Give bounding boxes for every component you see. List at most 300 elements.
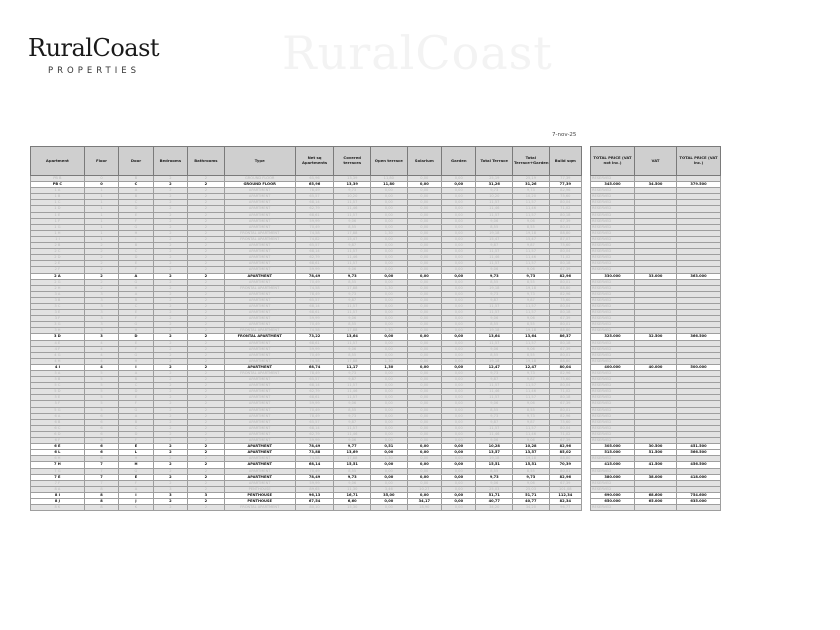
price-cell: 451.500 bbox=[677, 444, 721, 450]
table-cell: 0,00 bbox=[442, 188, 476, 194]
table-cell: 2 bbox=[188, 371, 225, 377]
price-row bbox=[591, 505, 721, 511]
table-cell: 5 bbox=[84, 383, 118, 389]
table-cell: APARTMENT bbox=[224, 407, 295, 413]
price-row bbox=[591, 273, 721, 279]
table-cell: 11,57 bbox=[334, 303, 371, 309]
table-cell: 1 B bbox=[31, 194, 85, 200]
table-cell: 0,00 bbox=[442, 377, 476, 383]
table-cell: 11,57 bbox=[476, 303, 513, 309]
table-cell: 11,57 bbox=[334, 425, 371, 431]
table-cell: 7 bbox=[84, 480, 118, 486]
reserved-status: RESERVED bbox=[591, 340, 635, 346]
table-cell: 2 bbox=[153, 474, 187, 480]
table-cell: 8,55 bbox=[476, 224, 513, 230]
table-cell: D bbox=[119, 431, 153, 437]
table-cell: 9,73 bbox=[476, 371, 513, 377]
table-cell: 2 bbox=[188, 456, 225, 462]
table-cell: 8 A bbox=[31, 486, 85, 492]
price-cell: 330.000 bbox=[591, 273, 635, 279]
table-cell: 11,57 bbox=[513, 310, 550, 316]
table-cell: APARTMENT bbox=[224, 431, 295, 437]
table-cell: 2 bbox=[153, 444, 187, 450]
table-cell: 13,64 bbox=[476, 334, 513, 340]
table-cell: 2 bbox=[188, 273, 225, 279]
price-row bbox=[591, 364, 721, 370]
column-header: Solarium bbox=[407, 147, 441, 176]
table-cell: 0,00 bbox=[371, 243, 408, 249]
table-cell: 8,55 bbox=[334, 352, 371, 358]
table-cell: B bbox=[119, 297, 153, 303]
column-header: Garden bbox=[442, 147, 476, 176]
table-cell: 2 E bbox=[31, 261, 85, 267]
table-cell: 2 bbox=[153, 322, 187, 328]
table-cell: 80,04 bbox=[549, 200, 581, 206]
table-cell: 40,77 bbox=[513, 498, 550, 504]
table-cell: 2 bbox=[153, 377, 187, 383]
table-cell: 80,18 bbox=[549, 212, 581, 218]
table-cell: 16,71 bbox=[334, 492, 371, 498]
table-cell: 78,49 bbox=[295, 444, 334, 450]
price-row bbox=[591, 182, 721, 188]
table-cell: H bbox=[119, 328, 153, 334]
table-cell: 0,00 bbox=[442, 182, 476, 188]
table-cell: APARTMENT bbox=[224, 352, 295, 358]
price-cell: 30.500 bbox=[635, 444, 677, 450]
table-cell: APARTMENT bbox=[224, 303, 295, 309]
table-cell: 0,00 bbox=[407, 194, 441, 200]
reserved-status: RESERVED bbox=[591, 267, 635, 273]
table-cell: 67,39 bbox=[549, 267, 581, 273]
column-header: Bedrooms bbox=[153, 147, 187, 176]
reserved-status: RESERVED bbox=[591, 218, 635, 224]
table-cell: 59,99 bbox=[295, 218, 334, 224]
table-cell: 0,00 bbox=[407, 492, 441, 498]
table-cell: 10,27 bbox=[407, 486, 441, 492]
table-cell: 0,00 bbox=[442, 401, 476, 407]
table-cell: 75,60 bbox=[549, 419, 581, 425]
table-cell: 0,00 bbox=[371, 200, 408, 206]
table-cell: 11,57 bbox=[513, 249, 550, 255]
price-cell: 635.000 bbox=[677, 498, 721, 504]
table-cell: 2 bbox=[84, 285, 118, 291]
table-cell: 68,14 bbox=[295, 462, 334, 468]
price-header-row bbox=[591, 147, 721, 176]
table-cell: 11,57 bbox=[476, 212, 513, 218]
table-cell: 2 bbox=[84, 267, 118, 273]
brand-name: RuralCoast bbox=[28, 34, 160, 62]
price-column-header: VAT bbox=[635, 147, 677, 176]
table-cell: 7 F bbox=[31, 480, 85, 486]
table-cell: 0,00 bbox=[442, 438, 476, 444]
table-cell: 2 C bbox=[31, 249, 85, 255]
reserved-status: RESERVED bbox=[591, 413, 635, 419]
reserved-status: RESERVED bbox=[591, 279, 635, 285]
table-cell: 0,00 bbox=[371, 462, 408, 468]
table-cell: 8 bbox=[84, 492, 118, 498]
reserved-status: RESERVED bbox=[591, 456, 635, 462]
table-cell: 1 D bbox=[31, 206, 85, 212]
table-cell: 2 bbox=[188, 218, 225, 224]
table-cell: 67,39 bbox=[549, 316, 581, 322]
table-cell: 2 H bbox=[31, 285, 85, 291]
table-cell: 2 A bbox=[31, 273, 85, 279]
table-cell: 0,00 bbox=[371, 395, 408, 401]
table-header-row bbox=[31, 147, 582, 176]
table-cell: 2 bbox=[153, 401, 187, 407]
table-cell: F bbox=[119, 480, 153, 486]
table-cell: 0,00 bbox=[371, 273, 408, 279]
price-cell: 325.000 bbox=[591, 334, 635, 340]
table-cell: 1 I bbox=[31, 236, 85, 242]
table-cell: 2 bbox=[153, 273, 187, 279]
table-cell: 0,00 bbox=[371, 468, 408, 474]
table-cell: 6 C bbox=[31, 425, 85, 431]
table-cell: 9,87 bbox=[513, 419, 550, 425]
table-cell: FRONTAL APARTMENT bbox=[224, 505, 295, 511]
table-cell: 96,13 bbox=[295, 492, 334, 498]
table-cell: 6 bbox=[84, 413, 118, 419]
table-cell: 2 bbox=[153, 456, 187, 462]
table-cell: 2 bbox=[153, 438, 187, 444]
table-cell: 8,55 bbox=[476, 322, 513, 328]
table-cell: 8,55 bbox=[334, 224, 371, 230]
column-header: Apartment bbox=[31, 147, 85, 176]
price-cell: 379.500 bbox=[677, 182, 721, 188]
table-cell: 2 bbox=[188, 340, 225, 346]
table-cell: 0,00 bbox=[407, 243, 441, 249]
table-cell: 11,57 bbox=[513, 200, 550, 206]
table-cell: 1 bbox=[84, 200, 118, 206]
table-cell: 65,57 bbox=[295, 194, 334, 200]
table-cell: 11,46 bbox=[476, 431, 513, 437]
table-cell: 59,99 bbox=[295, 401, 334, 407]
table-cell: 2 bbox=[153, 236, 187, 242]
table-cell: 4 bbox=[84, 358, 118, 364]
table-cell: 68,61 bbox=[295, 310, 334, 316]
table-cell: 6 bbox=[84, 456, 118, 462]
table-cell: A bbox=[119, 371, 153, 377]
table-cell: 0,00 bbox=[407, 450, 441, 456]
price-cell: 754.600 bbox=[677, 492, 721, 498]
table-cell: 2 bbox=[153, 291, 187, 297]
table-cell: L bbox=[119, 450, 153, 456]
table-cell: 2 bbox=[188, 310, 225, 316]
table-cell: 3 bbox=[84, 297, 118, 303]
table-cell: 10,20 bbox=[476, 194, 513, 200]
table-cell: 9,87 bbox=[334, 243, 371, 249]
table-cell: 2 bbox=[188, 206, 225, 212]
table-cell: 0,00 bbox=[407, 352, 441, 358]
table-cell: 82,96 bbox=[549, 291, 581, 297]
table-cell: 0,00 bbox=[407, 303, 441, 309]
brand-tagline: PROPERTIES bbox=[48, 66, 140, 76]
table-cell: C bbox=[119, 200, 153, 206]
table-cell: 0,00 bbox=[407, 364, 441, 370]
table-cell: 0 bbox=[84, 182, 118, 188]
table-cell: 8,55 bbox=[513, 279, 550, 285]
price-row bbox=[591, 450, 721, 456]
table-cell: 9,73 bbox=[334, 474, 371, 480]
table-cell: 0,00 bbox=[371, 407, 408, 413]
table-cell: 4 bbox=[84, 352, 118, 358]
table-cell: 0,00 bbox=[371, 224, 408, 230]
column-header: Open terrace bbox=[371, 147, 408, 176]
table-cell: 9,06 bbox=[513, 316, 550, 322]
table-cell: 9,87 bbox=[476, 419, 513, 425]
table-cell: APARTMENT bbox=[224, 212, 295, 218]
reserved-status: RESERVED bbox=[591, 200, 635, 206]
table-cell: APARTMENT bbox=[224, 419, 295, 425]
price-cell: 500.000 bbox=[677, 364, 721, 370]
table-cell: 0,00 bbox=[371, 377, 408, 383]
table-cell: GROUND FLOOR bbox=[224, 176, 295, 182]
table-cell: 0,00 bbox=[371, 371, 408, 377]
table-cell: 6 bbox=[84, 419, 118, 425]
reserved-status: RESERVED bbox=[591, 176, 635, 182]
table-cell: 11,46 bbox=[513, 255, 550, 261]
table-cell: 6 B bbox=[31, 419, 85, 425]
column-header: Build sqm bbox=[549, 147, 581, 176]
table-cell: 0,00 bbox=[407, 261, 441, 267]
table-cell: 2 bbox=[188, 358, 225, 364]
table-cell: 0,00 bbox=[371, 255, 408, 261]
table-cell: 2 bbox=[188, 474, 225, 480]
table-cell: 2 bbox=[84, 249, 118, 255]
table-cell: 2 bbox=[153, 383, 187, 389]
table-cell: 75,60 bbox=[549, 243, 581, 249]
table-cell: 9,06 bbox=[513, 480, 550, 486]
table-cell: 2 bbox=[188, 431, 225, 437]
table-cell: 75,60 bbox=[549, 194, 581, 200]
table-cell: 2 bbox=[188, 407, 225, 413]
table-cell: 78,49 bbox=[295, 188, 334, 194]
reserved-status: RESERVED bbox=[591, 255, 635, 261]
table-cell: 3 bbox=[84, 291, 118, 297]
table-cell: 9,73 bbox=[334, 291, 371, 297]
table-cell: 8,55 bbox=[513, 352, 550, 358]
table-cell: 2 bbox=[188, 255, 225, 261]
table-cell: 65,57 bbox=[295, 377, 334, 383]
table-cell: 0,00 bbox=[371, 431, 408, 437]
table-cell: 2 bbox=[188, 498, 225, 504]
table-cell: 11,46 bbox=[334, 255, 371, 261]
table-cell: 11,57 bbox=[476, 310, 513, 316]
table-cell: 15,30 bbox=[334, 505, 371, 511]
price-row bbox=[591, 462, 721, 468]
table-cell: 2 bbox=[188, 267, 225, 273]
table-cell: 8 K bbox=[31, 505, 85, 511]
table-cell: 88,80 bbox=[549, 456, 581, 462]
table-cell: 74,58 bbox=[295, 358, 334, 364]
table-cell: APARTMENT bbox=[224, 413, 295, 419]
table-cell: APARTMENT bbox=[224, 468, 295, 474]
table-cell: A bbox=[119, 486, 153, 492]
table-cell: 2 bbox=[188, 468, 225, 474]
table-cell: 0,00 bbox=[407, 346, 441, 352]
table-cell: 5 A bbox=[31, 371, 85, 377]
reserved-status: RESERVED bbox=[591, 377, 635, 383]
table-cell: 74,58 bbox=[295, 328, 334, 334]
table-cell: 1 bbox=[84, 206, 118, 212]
table-cell: 2 bbox=[84, 243, 118, 249]
reserved-status: RESERVED bbox=[591, 425, 635, 431]
table-cell: 11,80 bbox=[371, 182, 408, 188]
table-cell: 2 bbox=[188, 316, 225, 322]
table-cell: 2 bbox=[188, 236, 225, 242]
table-cell: 2 G bbox=[31, 279, 85, 285]
table-cell: 0,00 bbox=[442, 310, 476, 316]
table-cell: E bbox=[119, 474, 153, 480]
reserved-status: RESERVED bbox=[591, 297, 635, 303]
table-cell: 31,26 bbox=[513, 182, 550, 188]
table-cell: 8,55 bbox=[476, 352, 513, 358]
table-cell: 2 bbox=[153, 255, 187, 261]
table-cell: 0,00 bbox=[407, 182, 441, 188]
table-cell: APARTMENT bbox=[224, 194, 295, 200]
table-cell: 9,73 bbox=[476, 413, 513, 419]
table-cell: 9,73 bbox=[513, 273, 550, 279]
reserved-status: RESERVED bbox=[591, 310, 635, 316]
table-cell: 3 G bbox=[31, 322, 85, 328]
table-cell: 0,00 bbox=[371, 413, 408, 419]
table-cell: 2 bbox=[188, 291, 225, 297]
table-cell: 2 bbox=[153, 407, 187, 413]
table-cell: 8,55 bbox=[334, 322, 371, 328]
table-cell: 2 bbox=[153, 425, 187, 431]
table-cell: 2 bbox=[188, 176, 225, 182]
table-cell: 5 D bbox=[31, 389, 85, 395]
table-cell: 8,55 bbox=[334, 279, 371, 285]
reserved-status: RESERVED bbox=[591, 438, 635, 444]
table-cell: 112,34 bbox=[549, 492, 581, 498]
table-cell: 0,00 bbox=[407, 188, 441, 194]
table-cell: 19,18 bbox=[513, 285, 550, 291]
table-cell: 2 bbox=[153, 371, 187, 377]
table-cell: D bbox=[119, 206, 153, 212]
table-cell: 6 F bbox=[31, 438, 85, 444]
table-cell: 10,28 bbox=[513, 444, 550, 450]
table-cell: 88,80 bbox=[549, 358, 581, 364]
table-cell: 2 bbox=[153, 230, 187, 236]
table-cell: 9,06 bbox=[334, 218, 371, 224]
table-cell: C bbox=[119, 249, 153, 255]
reserved-status: RESERVED bbox=[591, 261, 635, 267]
table-cell: 68,61 bbox=[295, 261, 334, 267]
table-cell: 7 bbox=[84, 474, 118, 480]
table-cell: 0,00 bbox=[371, 206, 408, 212]
table-cell: 0,00 bbox=[371, 438, 408, 444]
table-cell: 82,96 bbox=[549, 413, 581, 419]
table-cell: 77,39 bbox=[549, 182, 581, 188]
table-cell: 18,90 bbox=[407, 505, 441, 511]
table-cell: 9,87 bbox=[476, 377, 513, 383]
table-cell: 0,00 bbox=[442, 206, 476, 212]
table-cell: APARTMENT bbox=[224, 377, 295, 383]
table-cell: 88,80 bbox=[549, 328, 581, 334]
table-cell: 34,20 bbox=[513, 505, 550, 511]
reserved-status: RESERVED bbox=[591, 212, 635, 218]
table-cell: 0,00 bbox=[371, 340, 408, 346]
table-cell: 0,00 bbox=[442, 358, 476, 364]
table-cell: FRONTAL APARTMENT bbox=[224, 236, 295, 242]
table-cell: D bbox=[119, 334, 153, 340]
table-cell: 6 bbox=[84, 431, 118, 437]
table-cell: 11,46 bbox=[513, 431, 550, 437]
table-cell: 6 E bbox=[31, 444, 85, 450]
table-cell: 70,39 bbox=[549, 462, 581, 468]
table-cell: 11,57 bbox=[334, 200, 371, 206]
table-cell: 10,28 bbox=[476, 444, 513, 450]
table-cell: 11,80 bbox=[371, 176, 408, 182]
table-cell: 80,18 bbox=[549, 395, 581, 401]
table-cell: 0,00 bbox=[407, 291, 441, 297]
table-cell: 0,00 bbox=[407, 316, 441, 322]
table-cell: 0,00 bbox=[371, 346, 408, 352]
table-cell: APARTMENT bbox=[224, 291, 295, 297]
table-cell: 2 F bbox=[31, 267, 85, 273]
table-cell: 68,61 bbox=[295, 212, 334, 218]
table-cell: 67,39 bbox=[549, 346, 581, 352]
table-cell: 8,55 bbox=[513, 322, 550, 328]
table-cell: 80,18 bbox=[549, 340, 581, 346]
table-cell: 2 bbox=[153, 395, 187, 401]
table-cell: 31,26 bbox=[476, 182, 513, 188]
table-cell: H bbox=[119, 456, 153, 462]
table-cell: 0,00 bbox=[407, 206, 441, 212]
reserved-status: RESERVED bbox=[591, 303, 635, 309]
reserved-status: RESERVED bbox=[591, 395, 635, 401]
table-cell: 80,04 bbox=[549, 249, 581, 255]
price-row bbox=[591, 444, 721, 450]
reserved-status: RESERVED bbox=[591, 407, 635, 413]
table-cell: 19,18 bbox=[513, 358, 550, 364]
table-cell: 9,87 bbox=[513, 297, 550, 303]
table-cell: 3 bbox=[84, 303, 118, 309]
table-cell: 0,00 bbox=[371, 279, 408, 285]
table-cell: 1 C bbox=[31, 200, 85, 206]
table-cell: 0,00 bbox=[442, 279, 476, 285]
table-cell: 82,96 bbox=[549, 273, 581, 279]
table-cell: 0,00 bbox=[442, 316, 476, 322]
table-cell: APARTMENT bbox=[224, 249, 295, 255]
table-cell: 2 bbox=[153, 352, 187, 358]
table-cell: 8 bbox=[84, 505, 118, 511]
price-row bbox=[591, 492, 721, 498]
table-cell: 9,73 bbox=[334, 371, 371, 377]
price-cell: 65.000 bbox=[635, 498, 677, 504]
table-cell: 0,00 bbox=[371, 212, 408, 218]
table-cell: 2 bbox=[153, 212, 187, 218]
table-cell: 0,00 bbox=[442, 364, 476, 370]
table-cell: 0,00 bbox=[407, 438, 441, 444]
table-cell: 0,00 bbox=[407, 230, 441, 236]
table-cell: 74,58 bbox=[295, 285, 334, 291]
table-cell: 1 bbox=[84, 188, 118, 194]
table-cell: 0,00 bbox=[371, 334, 408, 340]
price-cell: 33.000 bbox=[635, 273, 677, 279]
table-cell: 2 bbox=[153, 303, 187, 309]
table-cell: 8 bbox=[84, 498, 118, 504]
table-cell: H bbox=[119, 285, 153, 291]
table-cell: 9,87 bbox=[334, 297, 371, 303]
table-cell: 11,57 bbox=[513, 340, 550, 346]
table-cell: APARTMENT bbox=[224, 206, 295, 212]
table-cell: 0,00 bbox=[407, 456, 441, 462]
table-cell: APARTMENT bbox=[224, 364, 295, 370]
table-cell: 8,55 bbox=[476, 468, 513, 474]
table-cell: F bbox=[119, 316, 153, 322]
